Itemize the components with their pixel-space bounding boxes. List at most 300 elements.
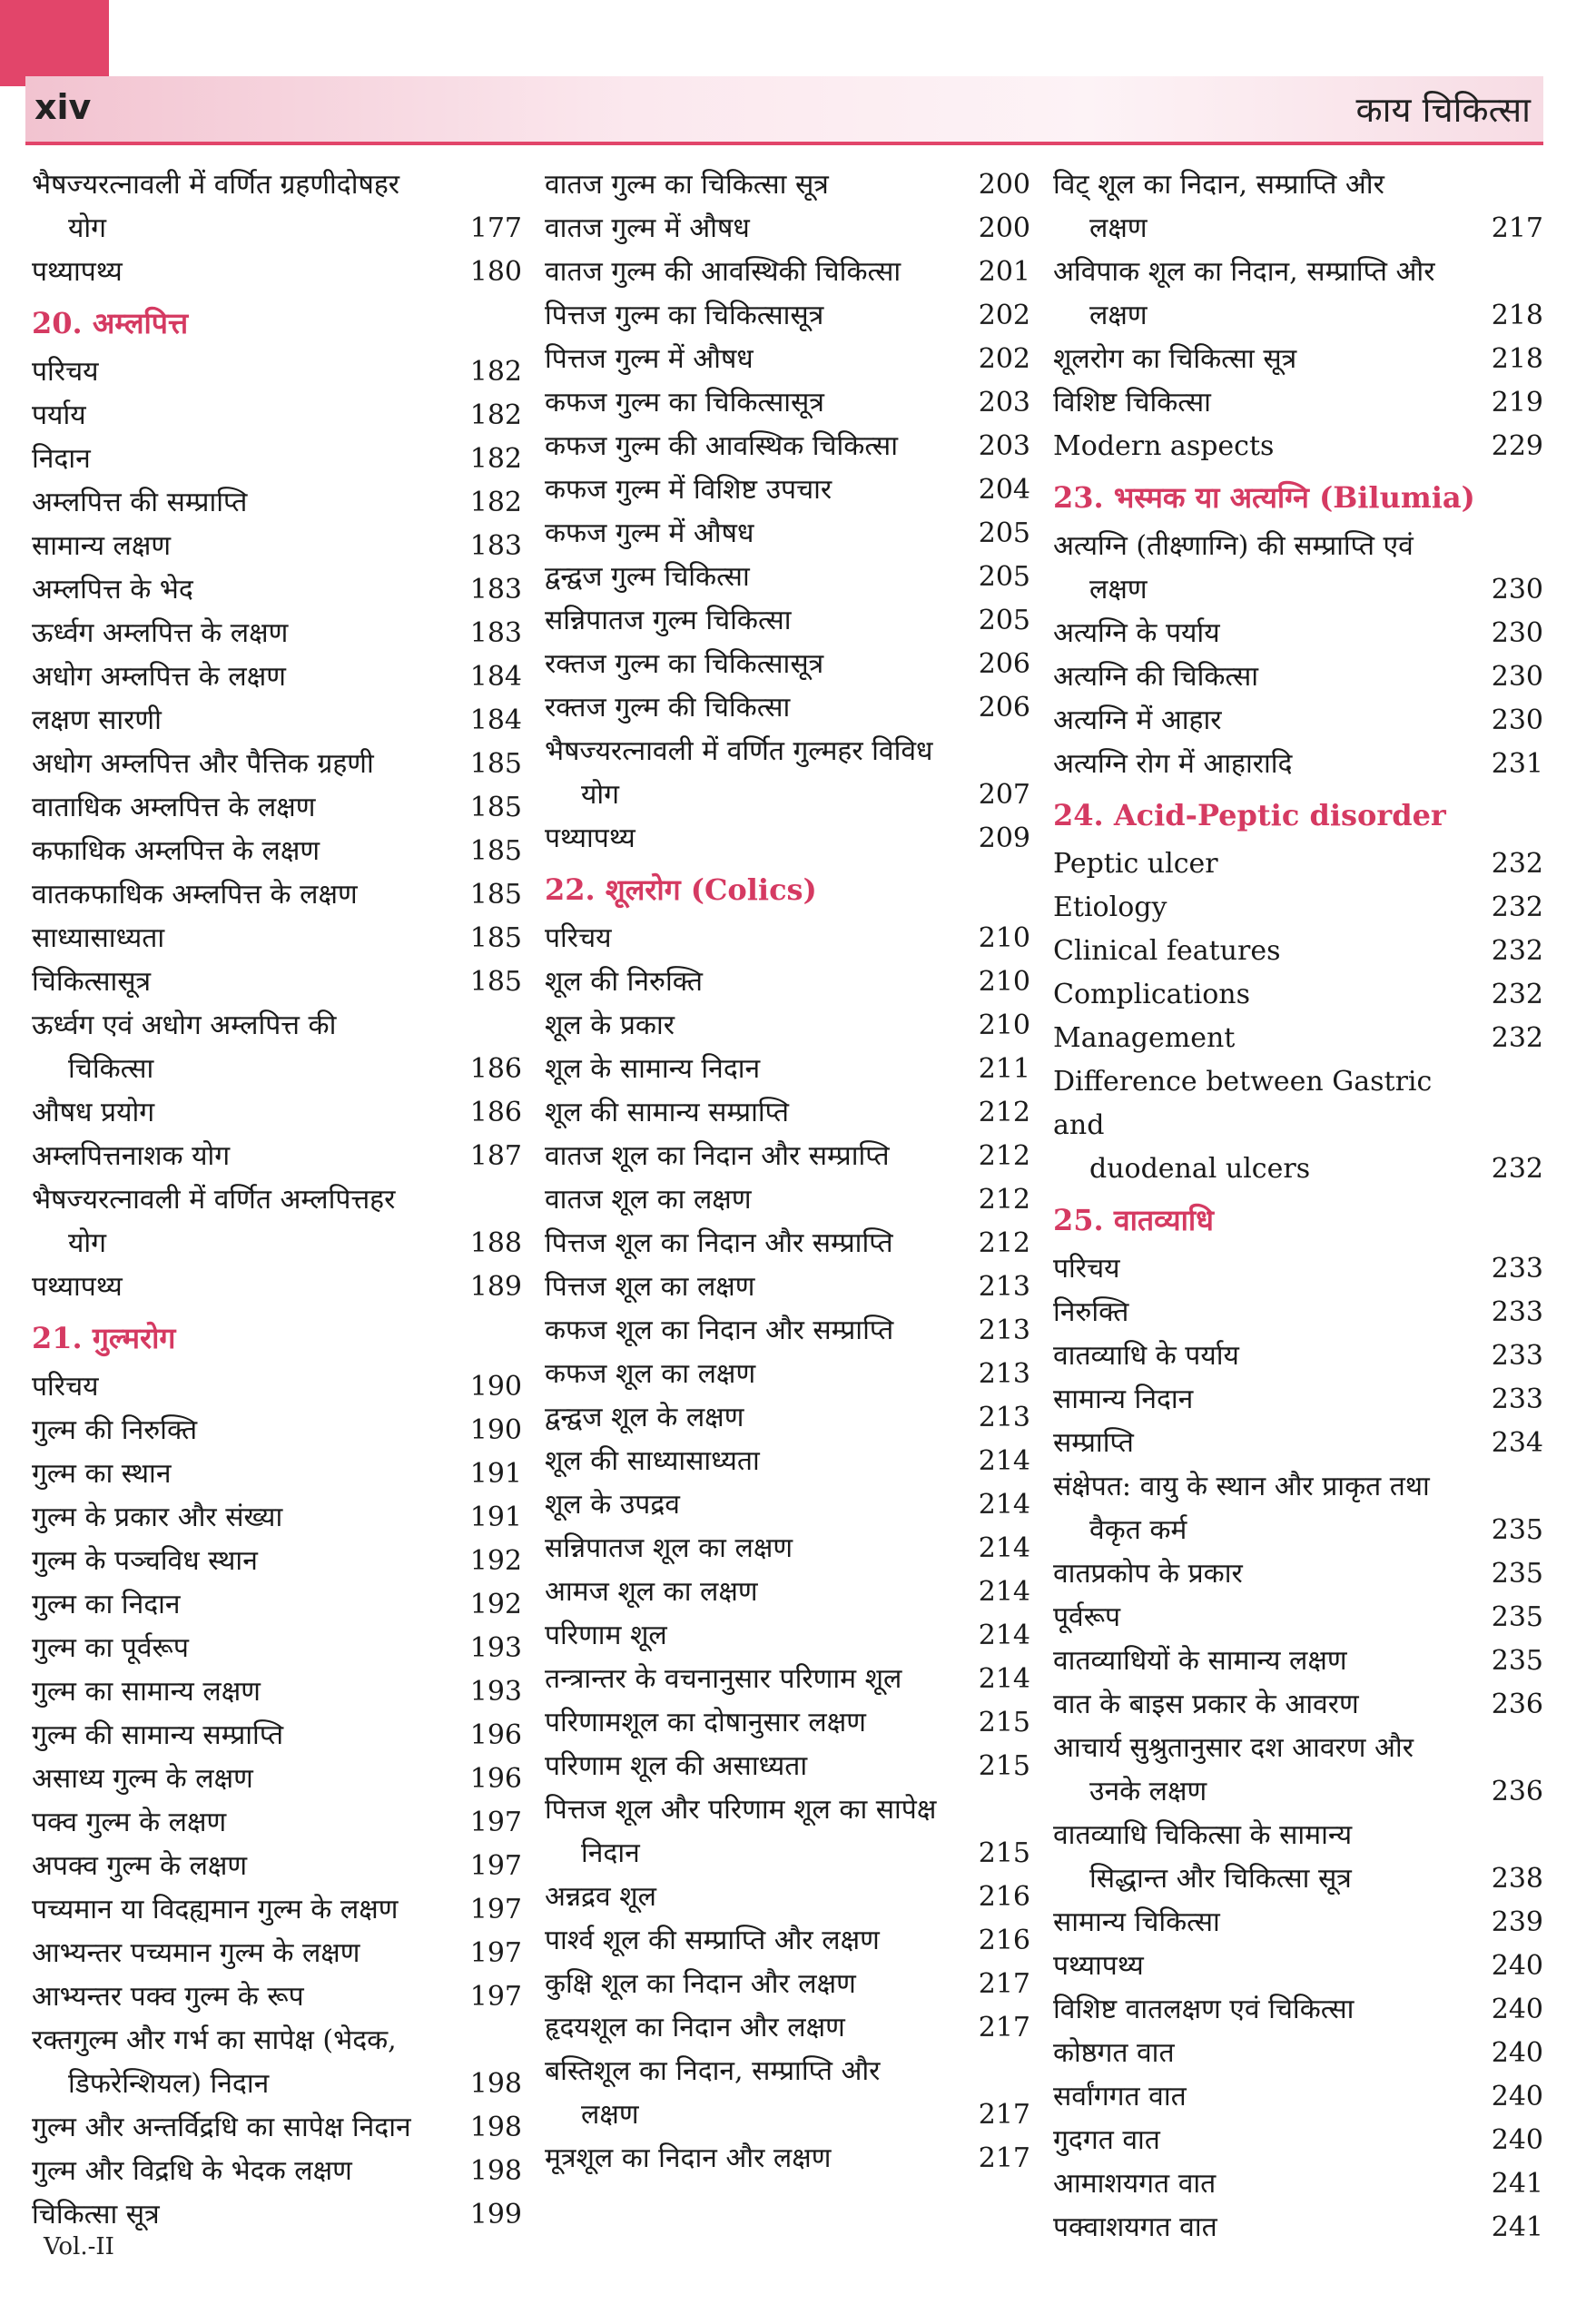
toc-entry-page: 231 bbox=[1491, 748, 1543, 780]
toc-entry-line: Complications bbox=[1053, 979, 1250, 1010]
toc-entry-title bbox=[545, 1353, 967, 1396]
toc-entry-page: 210 bbox=[978, 966, 1030, 998]
toc-entry-line: अत्यग्नि रोग में आहारादि bbox=[1053, 748, 1293, 780]
toc-entry-title bbox=[545, 1265, 967, 1309]
toc-entry[interactable] bbox=[32, 743, 522, 786]
toc-entry-page: 211 bbox=[978, 1053, 1030, 1085]
toc-entry-line: शूल के उपद्रव bbox=[545, 1489, 680, 1521]
toc-entry[interactable] bbox=[32, 481, 522, 525]
toc-entry-line: रक्तज गुल्म की चिकित्सा bbox=[545, 692, 791, 724]
toc-entry-title bbox=[545, 2137, 967, 2181]
toc-entry-line: वातकफाधिक अम्लपित्त के लक्षण bbox=[32, 879, 358, 911]
toc-entry[interactable] bbox=[32, 568, 522, 612]
toc-entry-page: 197 bbox=[469, 1937, 522, 1969]
toc-entry-line: शूल के प्रकार bbox=[545, 1009, 675, 1041]
toc-entry[interactable] bbox=[545, 1265, 1030, 1309]
toc-entry[interactable] bbox=[1053, 2119, 1543, 2162]
toc-entry-page: 188 bbox=[469, 1227, 522, 1259]
toc-entry[interactable] bbox=[545, 917, 1030, 960]
toc-entry-title bbox=[32, 830, 458, 873]
toc-entry-title bbox=[32, 1932, 458, 1975]
toc-entry[interactable] bbox=[545, 1876, 1030, 1919]
toc-entry-title bbox=[32, 481, 458, 525]
toc-entry-page: 240 bbox=[1491, 1950, 1543, 1982]
toc-entry-title bbox=[32, 655, 458, 699]
toc-entry[interactable] bbox=[545, 1135, 1030, 1178]
toc-entry-title bbox=[545, 1919, 967, 1963]
toc-entry-line: सामान्य निदान bbox=[1053, 1384, 1194, 1415]
toc-entry[interactable] bbox=[32, 2106, 522, 2150]
toc-entry[interactable] bbox=[32, 1452, 522, 1496]
toc-entry-line: परिचय bbox=[32, 356, 99, 388]
toc-entry-page: 232 bbox=[1491, 1022, 1543, 1054]
toc-entry[interactable] bbox=[32, 1178, 522, 1265]
toc-entry[interactable] bbox=[545, 1788, 1030, 1876]
toc-entry-page: 214 bbox=[978, 1576, 1030, 1608]
toc-entry[interactable] bbox=[1053, 1683, 1543, 1727]
toc-entry-line: संक्षेपत: वायु के स्थान और प्राकृत तथा bbox=[1053, 1471, 1430, 1502]
toc-entry-title bbox=[32, 2193, 458, 2237]
toc-entry-line: परिणामशूल का दोषानुसार लक्षण bbox=[545, 1707, 866, 1738]
toc-entry[interactable] bbox=[32, 2193, 522, 2237]
toc-entry[interactable] bbox=[32, 350, 522, 394]
toc-entry-line: पर्याय bbox=[32, 399, 86, 431]
toc-entry-page: 230 bbox=[1491, 704, 1543, 736]
toc-entry[interactable] bbox=[545, 1440, 1030, 1483]
toc-entry[interactable] bbox=[32, 1888, 522, 1932]
toc-entry[interactable] bbox=[1053, 973, 1543, 1017]
toc-entry-page: 206 bbox=[978, 692, 1030, 724]
toc-entry-title bbox=[32, 1714, 458, 1758]
toc-entry-title bbox=[545, 730, 967, 817]
toc-entry[interactable] bbox=[1053, 886, 1543, 930]
toc-entry-title bbox=[545, 1309, 967, 1353]
toc-entry[interactable] bbox=[545, 163, 1030, 207]
toc-entry[interactable] bbox=[545, 599, 1030, 643]
toc-entry-line: Difference between Gastric and bbox=[1053, 1066, 1433, 1141]
toc-entry-page: 232 bbox=[1491, 1153, 1543, 1185]
toc-entry[interactable] bbox=[545, 338, 1030, 381]
toc-entry[interactable] bbox=[1053, 743, 1543, 786]
toc-entry-line: गुल्म और विद्रधि के भेदक लक्षण bbox=[32, 2155, 352, 2187]
toc-entry[interactable] bbox=[32, 655, 522, 699]
toc-entry-line: गुल्म का पूर्वरूप bbox=[32, 1632, 189, 1664]
toc-entry-line: कफज शूल का लक्षण bbox=[545, 1358, 756, 1390]
toc-entry-line: भैषज्यरत्नावली में वर्णित ग्रहणीदोषहर bbox=[32, 169, 400, 201]
toc-entry[interactable] bbox=[1053, 1640, 1543, 1683]
toc-entry[interactable] bbox=[545, 2050, 1030, 2137]
toc-entry[interactable] bbox=[1053, 1814, 1543, 1901]
toc-entry[interactable] bbox=[545, 1222, 1030, 1265]
toc-entry-title bbox=[32, 568, 458, 612]
toc-entry[interactable] bbox=[545, 1396, 1030, 1440]
toc-entry[interactable] bbox=[545, 1745, 1030, 1788]
toc-entry-title bbox=[32, 350, 458, 394]
toc-entry-line: परिणाम शूल की असाध्यता bbox=[545, 1750, 808, 1782]
toc-entry-title bbox=[32, 1801, 458, 1845]
toc-entry[interactable] bbox=[1053, 612, 1543, 655]
toc-entry[interactable] bbox=[1053, 1552, 1543, 1596]
toc-entry-title bbox=[1053, 1291, 1480, 1334]
toc-entry-page: 241 bbox=[1491, 2168, 1543, 2200]
toc-entry[interactable] bbox=[545, 817, 1030, 861]
toc-entry-title bbox=[32, 612, 458, 655]
toc-entry-page: 216 bbox=[978, 1925, 1030, 1956]
section-heading: 20. अम्लपित्त bbox=[32, 306, 189, 340]
toc-entry[interactable] bbox=[32, 1583, 522, 1627]
toc-entry-continuation: लक्षण bbox=[1089, 574, 1148, 606]
toc-entry[interactable] bbox=[1053, 1727, 1543, 1814]
toc-entry-title bbox=[32, 525, 458, 568]
toc-entry[interactable] bbox=[1053, 1901, 1543, 1945]
toc-entry-page: 209 bbox=[978, 822, 1030, 854]
toc-entry-page: 235 bbox=[1491, 1645, 1543, 1677]
toc-entry-page: 202 bbox=[978, 343, 1030, 375]
toc-entry-title bbox=[32, 1758, 458, 1801]
toc-entry-line: सामान्य चिकित्सा bbox=[1053, 1906, 1220, 1938]
toc-entry-line: विट् शूल का निदान, सम्प्राप्ति और bbox=[1053, 169, 1384, 201]
toc-entry-page: 215 bbox=[978, 1750, 1030, 1782]
toc-entry-title bbox=[545, 1091, 967, 1135]
toc-entry[interactable] bbox=[545, 207, 1030, 251]
toc-entry-title bbox=[1053, 1422, 1480, 1465]
toc-entry-page: 236 bbox=[1491, 1689, 1543, 1720]
toc-entry-page: 192 bbox=[469, 1545, 522, 1577]
toc-entry[interactable] bbox=[1053, 1945, 1543, 1988]
toc-entry-page: 214 bbox=[978, 1663, 1030, 1695]
toc-entry[interactable] bbox=[1053, 1465, 1543, 1552]
toc-column-2 bbox=[545, 163, 1030, 2181]
toc-entry-line: अविपाक शूल का निदान, सम्प्राप्ति और bbox=[1053, 256, 1435, 288]
toc-entry[interactable] bbox=[545, 1004, 1030, 1048]
toc-entry-title bbox=[1053, 655, 1480, 699]
toc-entry[interactable] bbox=[545, 1963, 1030, 2006]
toc-entry[interactable] bbox=[1053, 842, 1543, 886]
toc-entry[interactable] bbox=[1053, 525, 1543, 612]
toc-entry[interactable] bbox=[1053, 2032, 1543, 2075]
toc-entry[interactable] bbox=[545, 1091, 1030, 1135]
toc-entry[interactable] bbox=[1053, 1422, 1543, 1465]
toc-entry[interactable] bbox=[545, 1048, 1030, 1091]
toc-entry-line: चिकित्सा सूत्र bbox=[32, 2199, 160, 2230]
toc-entry-title bbox=[1053, 2162, 1480, 2206]
toc-entry-continuation: लक्षण bbox=[1089, 212, 1148, 244]
toc-entry[interactable] bbox=[1053, 338, 1543, 381]
toc-entry-title bbox=[1053, 525, 1480, 612]
toc-entry-line: शूल के सामान्य निदान bbox=[545, 1053, 761, 1085]
toc-entry-title bbox=[545, 1614, 967, 1658]
toc-entry-title bbox=[32, 1135, 458, 1178]
toc-entry-page: 187 bbox=[469, 1140, 522, 1172]
toc-entry[interactable] bbox=[32, 2150, 522, 2193]
toc-entry-line: गुल्म की निरुक्ति bbox=[32, 1414, 198, 1446]
toc-entry[interactable] bbox=[32, 1496, 522, 1540]
toc-entry-title bbox=[545, 207, 967, 251]
toc-entry[interactable] bbox=[545, 468, 1030, 512]
toc-entry-title bbox=[545, 686, 967, 730]
toc-entry-page: 205 bbox=[978, 517, 1030, 549]
toc-entry-title bbox=[32, 1004, 458, 1091]
toc-entry[interactable] bbox=[1053, 381, 1543, 425]
toc-entry[interactable] bbox=[1053, 699, 1543, 743]
toc-entry-title bbox=[545, 468, 967, 512]
toc-entry-title bbox=[1053, 1247, 1480, 1291]
toc-entry-title bbox=[1053, 612, 1480, 655]
toc-entry[interactable] bbox=[32, 1365, 522, 1409]
toc-entry-page: 185 bbox=[469, 879, 522, 911]
toc-entry[interactable] bbox=[1053, 2162, 1543, 2206]
toc-entry[interactable] bbox=[545, 381, 1030, 425]
toc-entry[interactable] bbox=[1053, 1247, 1543, 1291]
toc-entry-page: 202 bbox=[978, 300, 1030, 331]
toc-entry[interactable] bbox=[545, 686, 1030, 730]
toc-entry[interactable] bbox=[545, 643, 1030, 686]
toc-entry[interactable] bbox=[32, 1135, 522, 1178]
toc-column-3 bbox=[1053, 163, 1543, 2250]
toc-entry-title bbox=[32, 2019, 458, 2106]
toc-entry[interactable] bbox=[32, 873, 522, 917]
toc-entry-line: कुक्षि शूल का निदान और लक्षण bbox=[545, 1968, 856, 2000]
toc-entry-page: 212 bbox=[978, 1140, 1030, 1172]
toc-entry[interactable] bbox=[32, 1975, 522, 2019]
toc-entry-page: 201 bbox=[978, 256, 1030, 288]
toc-entry-line: आभ्यन्तर पच्यमान गुल्म के लक्षण bbox=[32, 1937, 360, 1969]
toc-entry-title bbox=[1053, 1727, 1480, 1814]
toc-entry-title bbox=[32, 1888, 458, 1932]
toc-entry[interactable] bbox=[545, 1571, 1030, 1614]
toc-entry-line: Management bbox=[1053, 1022, 1236, 1054]
toc-entry-page: 215 bbox=[978, 1837, 1030, 1869]
toc-entry-line: आचार्य सुश्रुतानुसार दश आवरण और bbox=[1053, 1732, 1414, 1764]
toc-entry-line: आभ्यन्तर पक्व गुल्म के रूप bbox=[32, 1981, 304, 2013]
toc-entry-line: पक्वाशयगत वात bbox=[1053, 2211, 1217, 2243]
toc-entry-line: वातज शूल का निदान और सम्प्राप्ति bbox=[545, 1140, 890, 1172]
toc-entry-page: 198 bbox=[469, 2112, 522, 2143]
toc-entry-page: 205 bbox=[978, 561, 1030, 593]
toc-entry-line: अम्लपित्त की सम्प्राप्ति bbox=[32, 487, 248, 518]
toc-entry-title bbox=[1053, 1814, 1480, 1901]
toc-entry[interactable] bbox=[1053, 655, 1543, 699]
toc-entry-title bbox=[32, 1670, 458, 1714]
toc-entry-page: 180 bbox=[469, 256, 522, 288]
toc-entry[interactable] bbox=[32, 1714, 522, 1758]
toc-entry-line: अधोग अम्लपित्त और पैत्तिक ग्रहणी bbox=[32, 748, 374, 780]
toc-entry-continuation: योग bbox=[68, 1227, 107, 1259]
toc-entry-line: ऊर्ध्वग एवं अधोग अम्लपित्त की bbox=[32, 1009, 337, 1041]
toc-entry-title bbox=[32, 1845, 458, 1888]
toc-entry-title bbox=[545, 960, 967, 1004]
toc-entry-page: 233 bbox=[1491, 1296, 1543, 1328]
toc-entry-title bbox=[1053, 381, 1480, 425]
toc-entry-page: 184 bbox=[469, 661, 522, 693]
toc-entry-page: 235 bbox=[1491, 1558, 1543, 1590]
toc-entry-line: पित्तज गुल्म में औषध bbox=[545, 343, 754, 375]
toc-entry-line: सर्वांगगत वात bbox=[1053, 2081, 1187, 2112]
toc-entry-line: गुल्म का सामान्य लक्षण bbox=[32, 1676, 261, 1708]
toc-entry[interactable] bbox=[545, 1658, 1030, 1701]
toc-entry[interactable] bbox=[1053, 1334, 1543, 1378]
toc-entry[interactable] bbox=[545, 1483, 1030, 1527]
toc-entry-continuation: लक्षण bbox=[581, 2099, 639, 2131]
toc-entry-line: अत्यग्नि के पर्याय bbox=[1053, 617, 1220, 649]
toc-entry[interactable] bbox=[32, 163, 522, 251]
toc-entry-line: आमाशयगत वात bbox=[1053, 2168, 1217, 2200]
toc-entry-title bbox=[1053, 338, 1480, 381]
toc-entry-title bbox=[545, 556, 967, 599]
toc-entry-title bbox=[32, 394, 458, 438]
toc-entry-page: 214 bbox=[978, 1620, 1030, 1651]
toc-entry-title bbox=[32, 1540, 458, 1583]
toc-entry[interactable] bbox=[32, 394, 522, 438]
toc-entry-page: 198 bbox=[469, 2068, 522, 2100]
toc-entry[interactable] bbox=[32, 1409, 522, 1452]
toc-entry[interactable] bbox=[32, 960, 522, 1004]
toc-entry-page: 230 bbox=[1491, 574, 1543, 606]
toc-entry[interactable] bbox=[32, 1091, 522, 1135]
toc-entry[interactable] bbox=[1053, 1988, 1543, 2032]
toc-entry[interactable] bbox=[545, 1919, 1030, 1963]
toc-entry[interactable] bbox=[1053, 251, 1543, 338]
toc-entry[interactable] bbox=[32, 2019, 522, 2106]
toc-entry-page: 236 bbox=[1491, 1776, 1543, 1807]
toc-entry[interactable] bbox=[545, 1353, 1030, 1396]
toc-entry-page: 191 bbox=[469, 1502, 522, 1533]
toc-entry[interactable] bbox=[32, 1801, 522, 1845]
toc-entry-line: परिचय bbox=[1053, 1253, 1120, 1285]
toc-entry-continuation: डिफरेन्शियल) निदान bbox=[68, 2068, 270, 2100]
toc-entry[interactable] bbox=[545, 960, 1030, 1004]
toc-entry[interactable] bbox=[32, 1670, 522, 1714]
toc-entry-page: 185 bbox=[469, 835, 522, 867]
toc-entry-page: 230 bbox=[1491, 617, 1543, 649]
toc-entry-page: 212 bbox=[978, 1097, 1030, 1128]
toc-entry-page: 186 bbox=[469, 1097, 522, 1128]
toc-entry-title bbox=[545, 1571, 967, 1614]
toc-entry[interactable] bbox=[1053, 2075, 1543, 2119]
toc-entry[interactable] bbox=[545, 251, 1030, 294]
toc-entry-line: निदान bbox=[32, 443, 91, 475]
toc-entry[interactable] bbox=[32, 612, 522, 655]
toc-entry[interactable] bbox=[32, 699, 522, 743]
toc-entry[interactable] bbox=[545, 294, 1030, 338]
toc-entry-line: कफज गुल्म में विशिष्ट उपचार bbox=[545, 474, 832, 506]
toc-entry[interactable] bbox=[32, 830, 522, 873]
toc-entry[interactable] bbox=[545, 1701, 1030, 1745]
toc-entry[interactable] bbox=[545, 730, 1030, 817]
toc-entry-title bbox=[1053, 1378, 1480, 1422]
toc-entry-title bbox=[32, 699, 458, 743]
toc-entry-page: 233 bbox=[1491, 1253, 1543, 1285]
section-heading: 22. शूलरोग (Colics) bbox=[545, 872, 817, 907]
toc-entry[interactable] bbox=[32, 1540, 522, 1583]
toc-entry-line: पार्श्व शूल की सम्प्राप्ति और लक्षण bbox=[545, 1925, 880, 1956]
toc-entry-line: Modern aspects bbox=[1053, 430, 1275, 462]
page-header bbox=[25, 76, 1543, 145]
toc-entry-page: 185 bbox=[469, 792, 522, 823]
toc-entry-page: 183 bbox=[469, 574, 522, 606]
toc-entry[interactable] bbox=[1053, 930, 1543, 973]
toc-entry[interactable] bbox=[545, 2137, 1030, 2181]
toc-entry[interactable] bbox=[32, 525, 522, 568]
toc-entry[interactable] bbox=[32, 1627, 522, 1670]
toc-entry-title bbox=[545, 1222, 967, 1265]
toc-entry-title bbox=[545, 338, 967, 381]
toc-entry[interactable] bbox=[32, 786, 522, 830]
toc-entry[interactable] bbox=[32, 1758, 522, 1801]
toc-entry[interactable] bbox=[32, 251, 522, 294]
toc-entry[interactable] bbox=[32, 438, 522, 481]
toc-entry[interactable] bbox=[1053, 1596, 1543, 1640]
toc-entry-title bbox=[32, 1975, 458, 2019]
toc-entry[interactable] bbox=[545, 1614, 1030, 1658]
toc-entry[interactable] bbox=[32, 917, 522, 960]
toc-entry-line: आमज शूल का लक्षण bbox=[545, 1576, 758, 1608]
toc-entry[interactable] bbox=[32, 1265, 522, 1309]
toc-entry-title bbox=[1053, 1640, 1480, 1683]
toc-entry[interactable] bbox=[545, 512, 1030, 556]
toc-entry-title bbox=[32, 1452, 458, 1496]
toc-entry-page: 215 bbox=[978, 1707, 1030, 1738]
toc-entry[interactable] bbox=[1053, 1378, 1543, 1422]
toc-entry[interactable] bbox=[1053, 2206, 1543, 2250]
volume-label: Vol.-II bbox=[44, 2233, 114, 2260]
toc-entry-title bbox=[32, 251, 458, 294]
toc-entry[interactable] bbox=[545, 425, 1030, 468]
toc-entry-title bbox=[32, 786, 458, 830]
toc-entry[interactable] bbox=[545, 1527, 1030, 1571]
toc-entry-line: पथ्यापथ्य bbox=[32, 1271, 123, 1303]
toc-entry-title bbox=[545, 512, 967, 556]
toc-entry-continuation: वैकृत कर्म bbox=[1089, 1514, 1187, 1546]
toc-entry[interactable] bbox=[545, 1178, 1030, 1222]
toc-entry-title bbox=[32, 917, 458, 960]
toc-entry-title bbox=[1053, 699, 1480, 743]
toc-entry-page: 240 bbox=[1491, 2081, 1543, 2112]
toc-entry-title bbox=[545, 2050, 967, 2137]
toc-entry-title bbox=[545, 917, 967, 960]
toc-entry-line: वातज गुल्म का चिकित्सा सूत्र bbox=[545, 169, 829, 201]
toc-entry-page: 238 bbox=[1491, 1863, 1543, 1895]
toc-entry[interactable] bbox=[545, 2006, 1030, 2050]
toc-entry[interactable] bbox=[1053, 1060, 1543, 1191]
toc-entry-page: 182 bbox=[469, 443, 522, 475]
toc-entry-title bbox=[545, 1876, 967, 1919]
toc-entry-line: वातप्रकोप के प्रकार bbox=[1053, 1558, 1243, 1590]
toc-entry[interactable] bbox=[32, 1004, 522, 1091]
section-heading: 24. Acid-Peptic disorder bbox=[1053, 798, 1446, 832]
toc-entry[interactable] bbox=[545, 556, 1030, 599]
toc-entry[interactable] bbox=[1053, 425, 1543, 468]
toc-entry-page: 190 bbox=[469, 1414, 522, 1446]
toc-entry-title bbox=[545, 2006, 967, 2050]
toc-entry-page: 185 bbox=[469, 922, 522, 954]
toc-entry[interactable] bbox=[1053, 1017, 1543, 1060]
toc-entry-page: 182 bbox=[469, 487, 522, 518]
toc-entry-page: 185 bbox=[469, 966, 522, 998]
toc-entry[interactable] bbox=[32, 1932, 522, 1975]
toc-entry-line: अत्यग्नि में आहार bbox=[1053, 704, 1222, 736]
toc-entry[interactable] bbox=[1053, 1291, 1543, 1334]
toc-entry[interactable] bbox=[545, 1309, 1030, 1353]
toc-entry-line: अत्यग्नि (तीक्ष्णाग्नि) की सम्प्राप्ति एवं bbox=[1053, 530, 1414, 562]
toc-entry-page: 213 bbox=[978, 1271, 1030, 1303]
toc-entry-page: 217 bbox=[978, 1968, 1030, 2000]
section-heading: 21. गुल्मरोग bbox=[32, 1321, 176, 1355]
toc-entry-line: कोष्ठगत वात bbox=[1053, 2037, 1175, 2069]
toc-entry-page: 184 bbox=[469, 704, 522, 736]
toc-entry[interactable] bbox=[1053, 163, 1543, 251]
toc-entry[interactable] bbox=[32, 1845, 522, 1888]
